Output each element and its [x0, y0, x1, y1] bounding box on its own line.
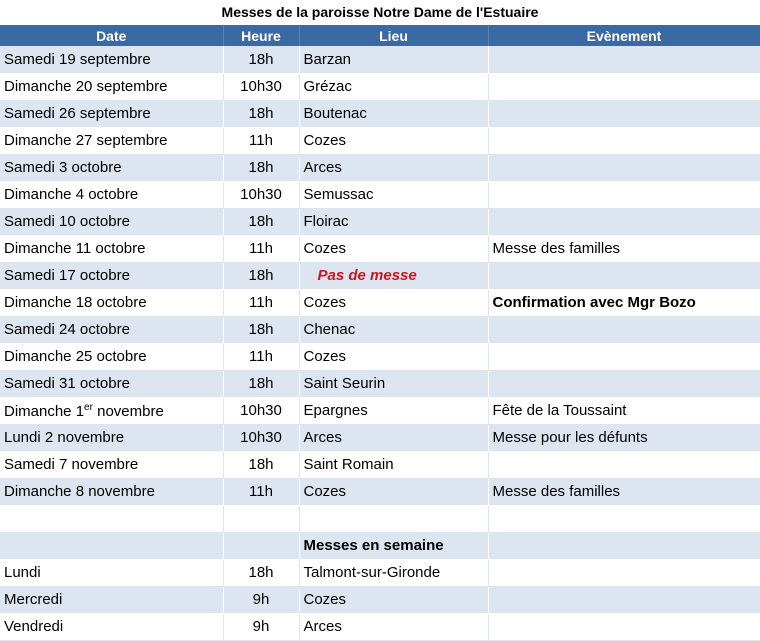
cell-lieu: Arces: [299, 424, 488, 451]
cell-date: Samedi 31 octobre: [0, 370, 223, 397]
cell-heure: 11h: [223, 478, 299, 505]
column-header-date: Date: [0, 25, 223, 46]
cell-date: [0, 505, 223, 532]
date-superscript: er: [84, 401, 93, 413]
cell-lieu: Chenac: [299, 316, 488, 343]
table-row: [0, 208, 760, 235]
mass-schedule-table: [0, 25, 760, 641]
table-row: [0, 451, 760, 478]
table-row: [0, 478, 760, 505]
cell-lieu: Cozes: [299, 478, 488, 505]
cell-evenement: [488, 208, 760, 235]
cell-date: Dimanche 8 novembre: [0, 478, 223, 505]
weekday-heading-row: [0, 532, 760, 559]
cell-evenement: [488, 154, 760, 181]
column-header-evenement: Evènement: [488, 25, 760, 46]
cell-date: [0, 397, 223, 424]
cell-heure: 18h: [223, 316, 299, 343]
cell-lieu: Cozes: [299, 235, 488, 262]
table-row: [0, 100, 760, 127]
cell-lieu: Saint Seurin: [299, 370, 488, 397]
cell-evenement: [488, 559, 760, 586]
cell-date: Dimanche 4 octobre: [0, 181, 223, 208]
cell-heure: 10h30: [223, 73, 299, 100]
cell-evenement: [488, 613, 760, 640]
cell-evenement: [488, 100, 760, 127]
cell-evenement: [488, 316, 760, 343]
table-row: [0, 586, 760, 613]
cell-evenement: [488, 370, 760, 397]
no-mass-label: Pas de messe: [299, 262, 488, 289]
table-row: [0, 397, 760, 424]
cell-date: Samedi 7 novembre: [0, 451, 223, 478]
cell-date: Samedi 24 octobre: [0, 316, 223, 343]
column-header-heure: Heure: [223, 25, 299, 46]
cell-date: Vendredi: [0, 613, 223, 640]
cell-evenement: [488, 532, 760, 559]
cell-heure: 18h: [223, 559, 299, 586]
cell-lieu: Barzan: [299, 46, 488, 73]
cell-heure: 18h: [223, 46, 299, 73]
cell-evenement: [488, 451, 760, 478]
cell-evenement: [488, 181, 760, 208]
cell-lieu: Epargnes: [299, 397, 488, 424]
cell-heure: 18h: [223, 100, 299, 127]
cell-lieu: Semussac: [299, 181, 488, 208]
cell-evenement: [488, 586, 760, 613]
cell-heure: 18h: [223, 154, 299, 181]
cell-date: Dimanche 18 octobre: [0, 289, 223, 316]
cell-date: Samedi 3 octobre: [0, 154, 223, 181]
table-row: [0, 370, 760, 397]
cell-date: Samedi 19 septembre: [0, 46, 223, 73]
table-row: [0, 127, 760, 154]
cell-lieu: Arces: [299, 613, 488, 640]
cell-heure: [223, 505, 299, 532]
cell-lieu: Arces: [299, 154, 488, 181]
cell-evenement: [488, 127, 760, 154]
cell-date: Dimanche 25 octobre: [0, 343, 223, 370]
table-row: [0, 46, 760, 73]
cell-heure: 9h: [223, 613, 299, 640]
table-row: [0, 559, 760, 586]
page-title: Messes de la paroisse Notre Dame de l'Estuaire: [0, 0, 760, 25]
cell-lieu: Cozes: [299, 586, 488, 613]
cell-evenement: [488, 343, 760, 370]
cell-lieu: Cozes: [299, 289, 488, 316]
table-row: [0, 613, 760, 640]
cell-heure: 9h: [223, 586, 299, 613]
cell-heure: 11h: [223, 127, 299, 154]
table-row: [0, 424, 760, 451]
cell-heure: 11h: [223, 235, 299, 262]
date-suffix: novembre: [92, 402, 164, 420]
cell-evenement: Confirmation avec Mgr Bozo: [488, 289, 760, 316]
cell-date: Dimanche 20 septembre: [0, 73, 223, 100]
table-row: [0, 73, 760, 100]
cell-date: Samedi 10 octobre: [0, 208, 223, 235]
cell-heure: 10h30: [223, 424, 299, 451]
cell-evenement: [488, 262, 760, 289]
cell-heure: 11h: [223, 289, 299, 316]
table-row: [0, 154, 760, 181]
table-row: [0, 235, 760, 262]
cell-evenement: [488, 46, 760, 73]
cell-lieu: [299, 505, 488, 532]
cell-evenement: [488, 73, 760, 100]
cell-lieu: Grézac: [299, 73, 488, 100]
cell-evenement: Messe des familles: [488, 235, 760, 262]
date-prefix: Dimanche 1: [4, 402, 85, 420]
cell-evenement: Messe des familles: [488, 478, 760, 505]
cell-evenement: Fête de la Toussaint: [488, 397, 760, 424]
cell-heure: 18h: [223, 370, 299, 397]
cell-lieu: Boutenac: [299, 100, 488, 127]
column-header-lieu: Lieu: [299, 25, 488, 46]
cell-heure: 10h30: [223, 181, 299, 208]
cell-date: Mercredi: [0, 586, 223, 613]
cell-heure: 10h30: [223, 397, 299, 424]
cell-lieu: Floirac: [299, 208, 488, 235]
cell-heure: [223, 532, 299, 559]
table-row: [0, 181, 760, 208]
cell-lieu: Talmont-sur-Gironde: [299, 559, 488, 586]
cell-lieu: Cozes: [299, 343, 488, 370]
cell-evenement: [488, 505, 760, 532]
cell-date: [0, 532, 223, 559]
cell-evenement: Messe pour les défunts: [488, 424, 760, 451]
header-row: [0, 25, 760, 46]
table-row: [0, 289, 760, 316]
table-row: [0, 343, 760, 370]
empty-row: [0, 505, 760, 532]
weekday-heading: Messes en semaine: [299, 532, 488, 559]
cell-heure: 18h: [223, 451, 299, 478]
cell-date: Samedi 17 octobre: [0, 262, 223, 289]
cell-heure: 11h: [223, 343, 299, 370]
cell-date: Lundi: [0, 559, 223, 586]
cell-date: Lundi 2 novembre: [0, 424, 223, 451]
table-row: [0, 316, 760, 343]
cell-date: Dimanche 11 octobre: [0, 235, 223, 262]
cell-date: Dimanche 27 septembre: [0, 127, 223, 154]
cell-date: Samedi 26 septembre: [0, 100, 223, 127]
cell-lieu: Saint Romain: [299, 451, 488, 478]
cell-heure: 18h: [223, 208, 299, 235]
cell-heure: 18h: [223, 262, 299, 289]
cell-lieu: Cozes: [299, 127, 488, 154]
table-row: [0, 262, 760, 289]
